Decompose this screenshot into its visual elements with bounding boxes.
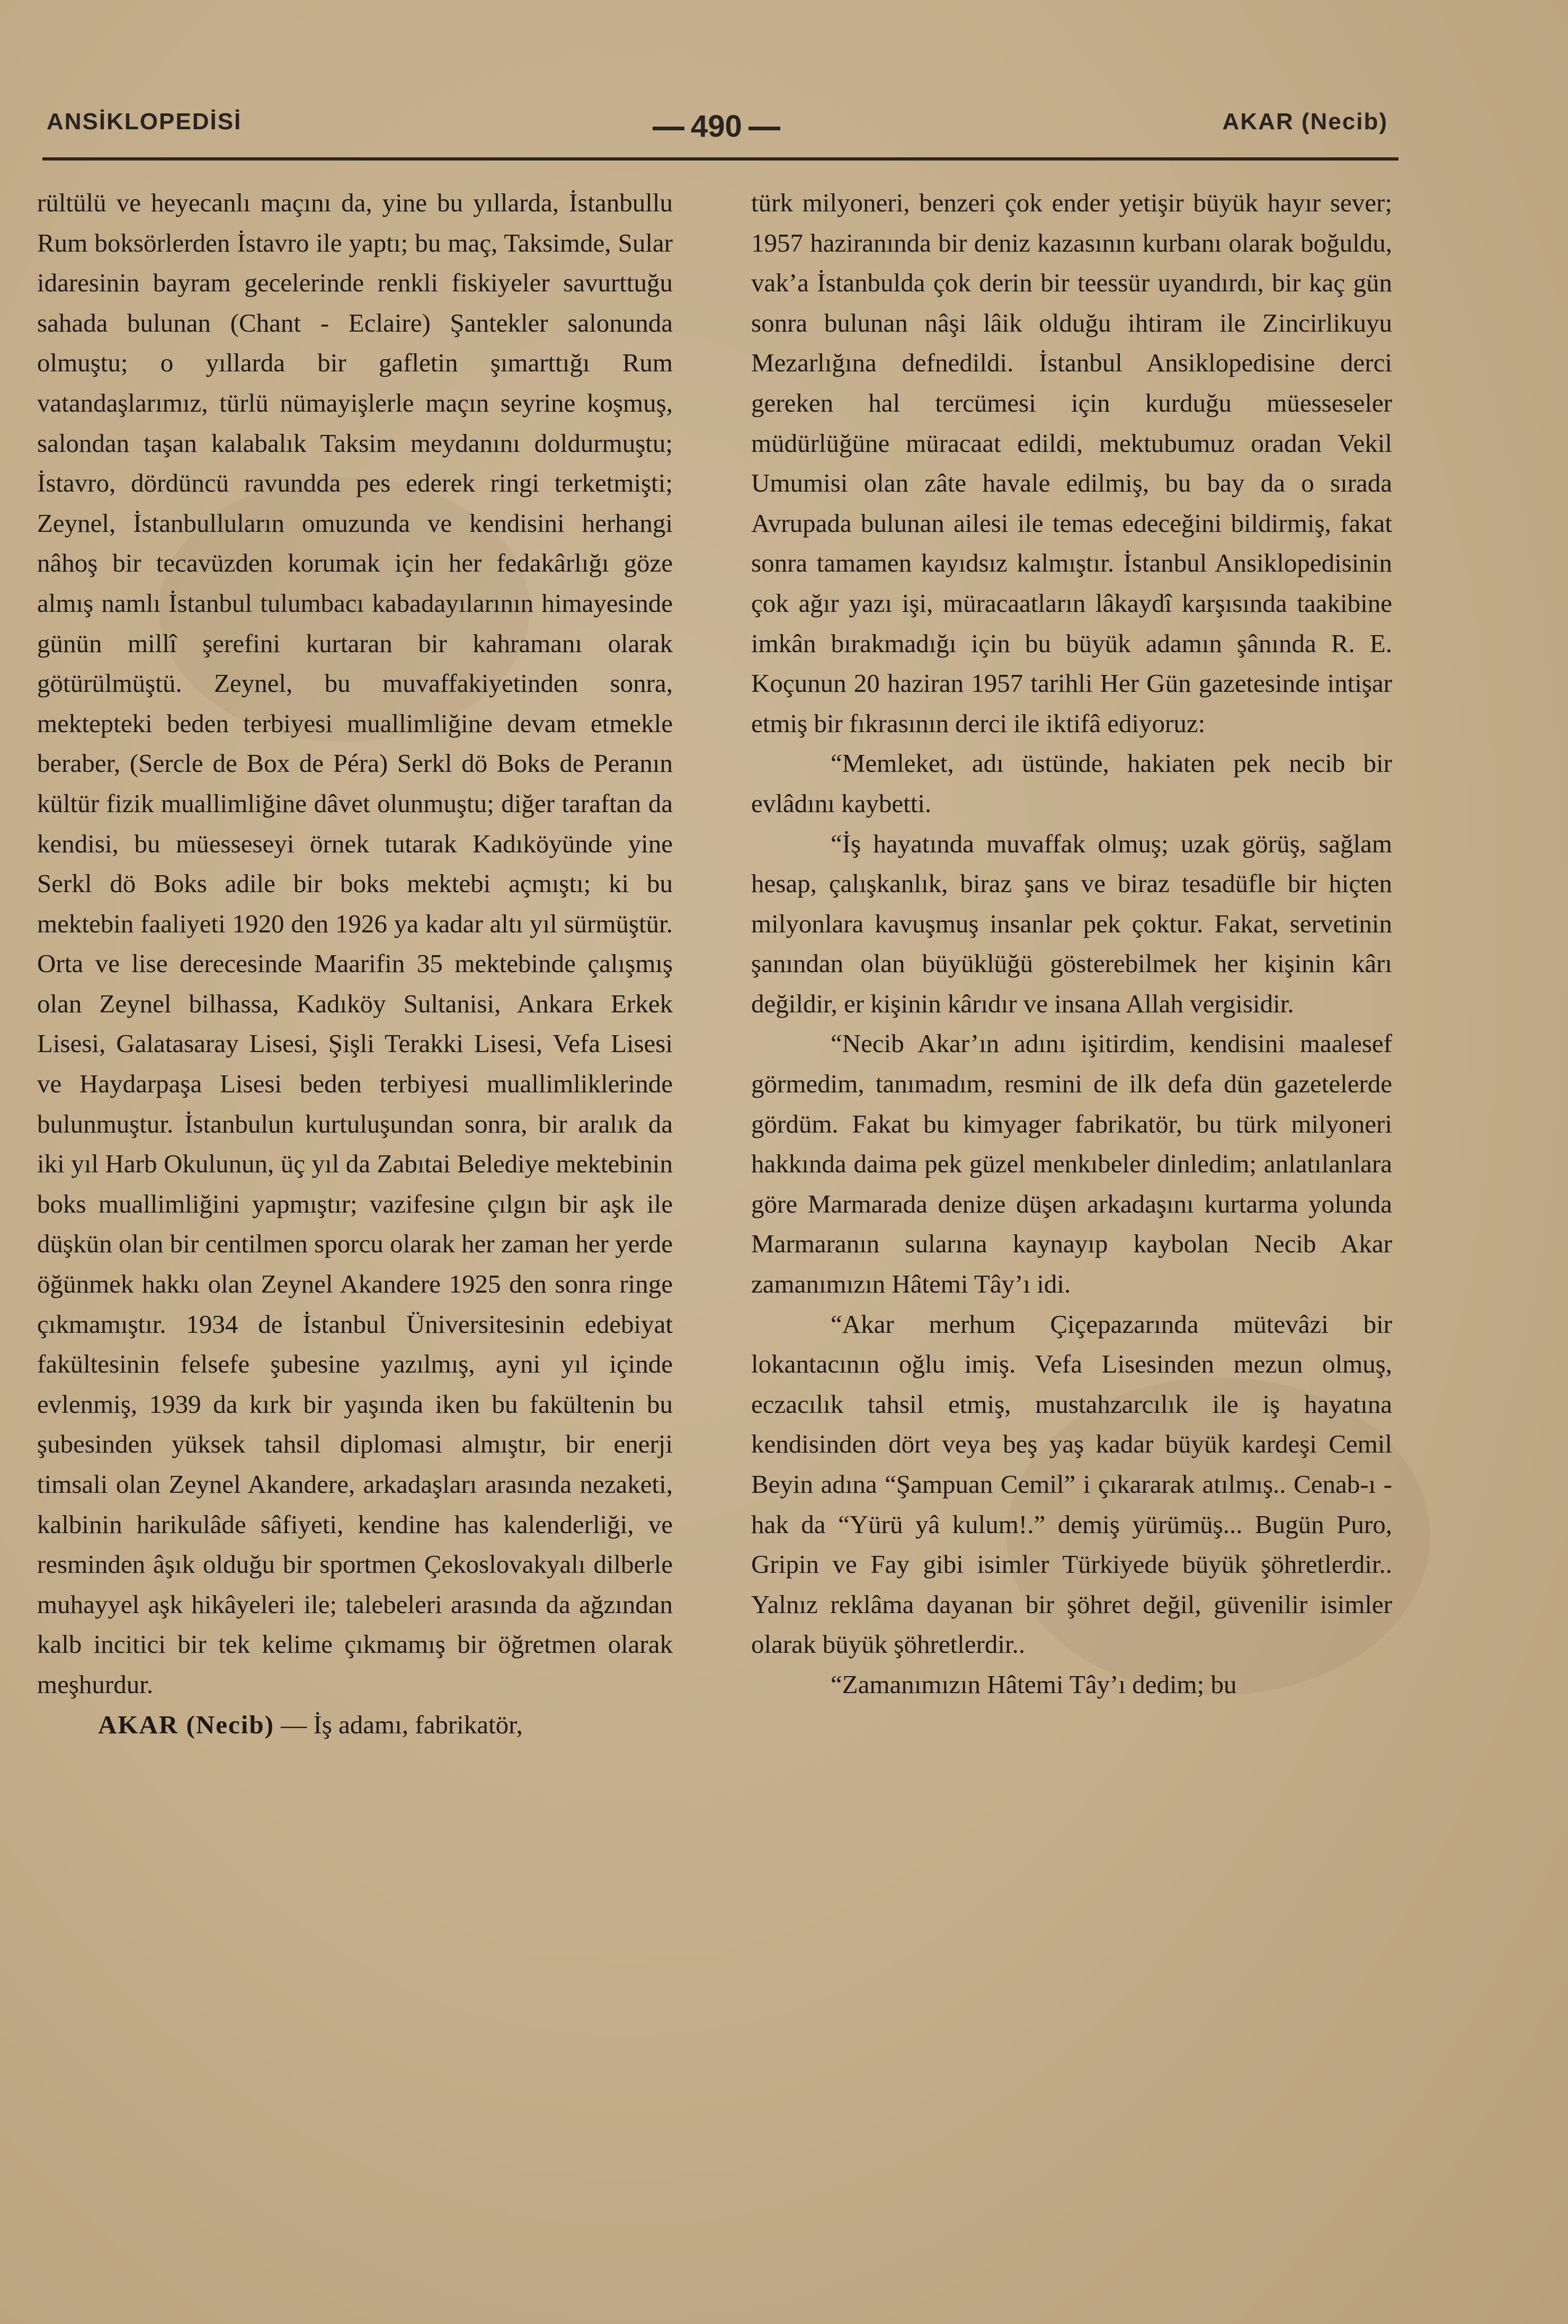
page-number [646, 109, 787, 144]
header-left: ANSİKLOPEDİSİ [47, 109, 242, 135]
quote-paragraph: “Necib Akar’ın adını işitirdim, kendisini maalesef görmedim, tanımadım, resmini de ilk defa dün gazetelerde gördüm. Fakat bu kimyager fabrikatör, bu türk milyoneri hakkında daima pek güzel menkıbeler dinledim; anlatılanlara göre Marmarada denize düşen arkadaşını kurtarma yolunda Marmaranın sularına kaynayıp kaybolan Necib Akar zamanımızın Hâtemi Tây’ı idi. [751, 1029, 1392, 1299]
header-right: AKAR (Necib) [1222, 109, 1388, 135]
entry-name: AKAR (Necib) [98, 1709, 274, 1739]
quote-paragraph: “İş hayatında muvaffak olmuş; uzak görüş, sağlam hesap, çalışkanlık, biraz şans ve biraz tesadüfle bir hiçten milyonlara kavuşmuş insanlar pek çoktur. Fakat, servetinin şanından olan büyüklüğü gösterebilmek her kişinin kârı değildir, er kişinin kârıdır ve insana Allah vergisidir. [751, 829, 1392, 1018]
quote-paragraph: “Memleket, adı üstünde, hakiaten pek necib bir evlâdını kaybetti. [751, 749, 1392, 818]
left-column [37, 183, 673, 1744]
entry-text: — İş adamı, fabrikatör, [281, 1709, 523, 1739]
paragraph: rültülü ve heyecanlı maçını da, yine bu yıllarda, İstanbullu Rum boksörlerden İstavro ile yaptı; bu maç, Taksimde, Sular idaresinin bayram gecelerinde renkli fiskiyeler savurttuğu sahada bulunan (Chant - Eclaire) Şantekler salonunda olmuştu; o yıllarda bir gafletin şımarttığı Rum vatandaşlarımız, türlü nümayişlerle maçın seyrine koşmuş, salondan taşan kalabalık Taksim meydanını doldurmuştu; İstavro, dördüncü ravundda pes ederek ringi terketmişti; Zeynel, İstanbulluların omuzunda ve kendisini herhangi nâhoş bir tecavüzden korumak için her fedakârlığı göze almış namlı İstanbul tulumbacı kabadayılarının himayesinde günün millî şerefini kurtaran bir kahramanı olarak götürülmüştü. Zeynel, bu muvaffakiyetinden sonra, mektepteki beden terbiyesi muallimliğine devam etmekle beraber, (Sercle de Box de Péra) Serkl dö Boks de Peranın kültür fizik muallimliğine dâvet olunmuştu; diğer taraftan da kendisi, bu müesseseyi örnek tutarak Kadıköyünde yine Serkl dö Boks adile bir boks mektebi açmıştı; ki bu mektebin faaliyeti 1920 den 1926 ya kadar altı yıl sürmüştür. Orta ve lise derecesinde Maarifin 35 mektebinde çalışmış olan Zeynel bilhassa, Kadıköy Sultanisi, Ankara Erkek Lisesi, Galatasaray Lisesi, Şişli Terakki Lisesi, Vefa Lisesi ve Haydarpaşa Lisesi beden terbiyesi muallimliklerinde bulunmuştur. İstanbulun kurtuluşundan sonra, bir aralık da iki yıl Harb Okulunun, üç yıl da Zabıtai Belediye mektebinin boks muallimliğini yapmıştır; vazifesine çılgın bir aşk ile düşkün olan bir centilmen sporcu olarak her zaman her yerde öğünmek hakkı olan Zeynel Akandere 1925 den sonra ringe çıkmamıştır. 1934 de İstanbul Üniversitesinin edebiyat fakültesinin felsefe şubesine yazılmış, ayni yıl içinde evlenmiş, 1939 da kırk bir yaşında iken bu fakültenin bu şubesinden yüksek tahsil diplomasi almıştır, bir enerji timsali olan Zeynel Akandere, arkadaşları arasında nezaketi, kalbinin harikulâde sâfiyeti, kendine has kalenderliği, ve resminden âşık olduğu bir sportmen Çekoslovakyalı dilberle muhayyel aşk hikâyeleri ile; talebeleri arasında da ağzından kalb incitici bir tek kelime çıkmamış bir öğretmen olarak meşhurdur. [37, 188, 673, 1699]
header-rule [42, 157, 1398, 161]
page-number-text: 490 [691, 109, 742, 144]
right-column [751, 183, 1392, 1705]
entry-heading [37, 1705, 673, 1745]
paragraph: türk milyoneri, benzeri çok ender yetişir büyük hayır sever; 1957 haziranında bir deniz kazasının kurbanı olarak boğuldu, vak’a İstanbulda çok derin bir teessür uyandırdı, bir kaç gün sonra bulunan nâşi lâik olduğu ihtiram ile Zincirlikuyu Mezarlığına defnedildi. İstanbul Ansiklopedisine derci gereken hal tercümesi için kurduğu müesseseler müdürlüğüne müracaat edildi, mektubumuz oradan Vekil Umumisi olan zâte havale edilmiş, bu bay da o sırada Avrupada bulunan ailesi ile temas edeceğini bildirmiş, fakat sonra tamamen kayıdsız kalmıştır. İstanbul Ansiklopedisinin çok ağır yazı işi, müracaatların lâkaydî karşısında taakibine imkân bırakmadığı için bu büyük adamın şânında R. E. Koçunun 20 haziran 1957 tarihli Her Gün gazetesinde intişar etmiş bir fıkrasının derci ile iktifâ ediyoruz: [751, 188, 1392, 738]
quote-paragraph: “Akar merhum Çiçepazarında mütevâzi bir lokantacının oğlu imiş. Vefa Lisesinden mezun olmuş, eczacılık tahsil etmiş, mustahzarcılık ile iş hayatına kendisinden dört veya beş yaş kadar büyük kardeşi Cemil Beyin adına “Şampuan Cemil” i çıkararak atılmış.. Cenab-ı -hak da “Yürü yâ kulum!.” demiş yürümüş... Bugün Puro, Gripin ve Fay gibi isimler Türkiyede büyük şöhretlerdir.. Yalnız reklâma dayanan bir şöhret değil, güvenilir isimler olarak büyük şöhretlerdir.. [751, 1309, 1392, 1659]
quote-paragraph: “Zamanımızın Hâtemi Tây’ı dedim; bu [831, 1669, 1237, 1699]
